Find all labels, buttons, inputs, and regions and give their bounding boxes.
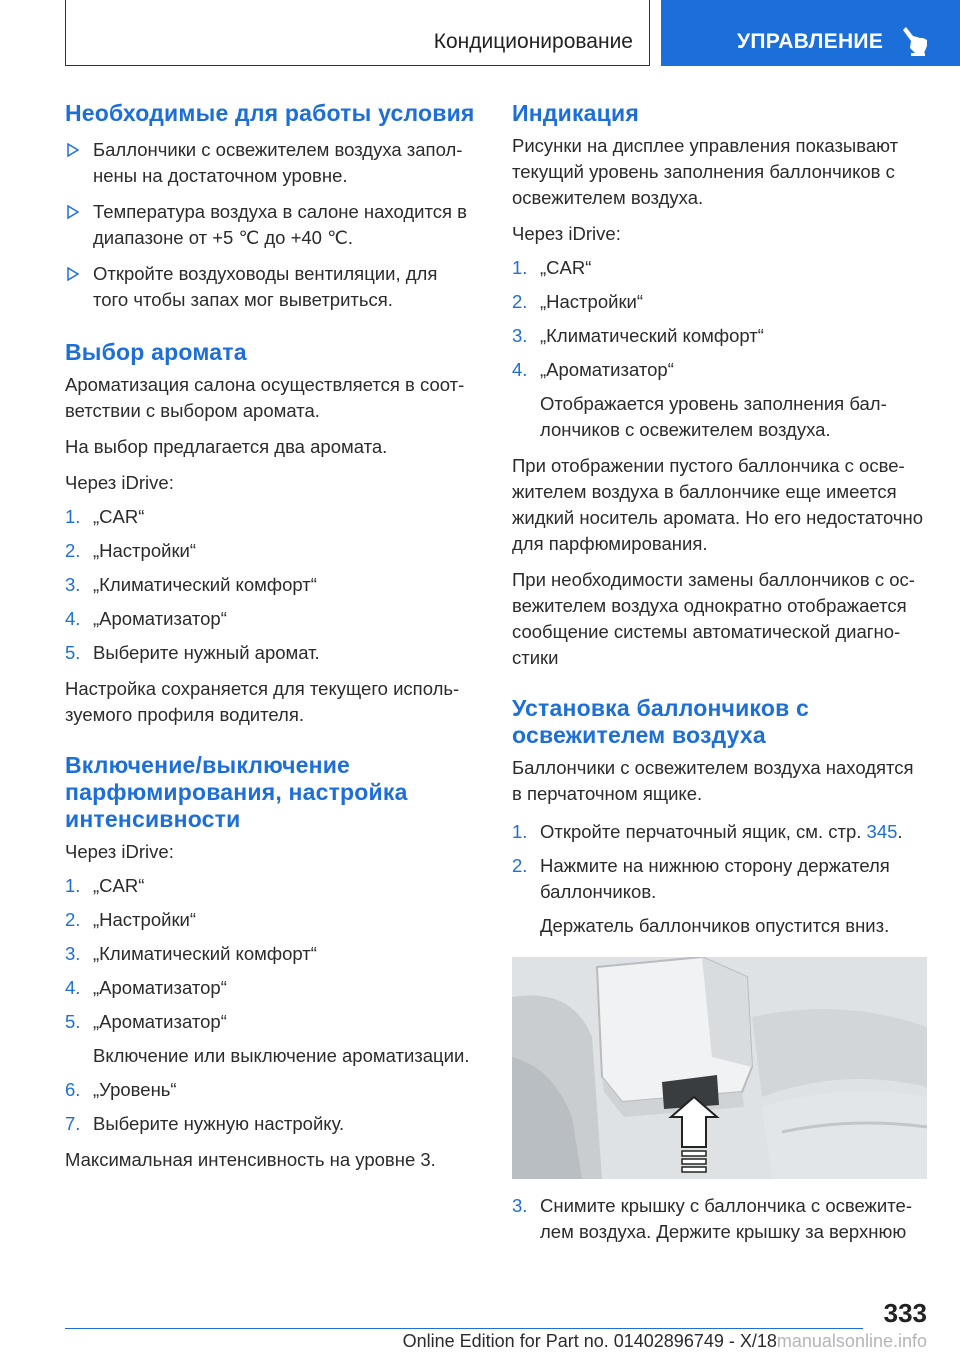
- list-item: Откройте воздуховоды вентиляции, для того чтобы запах мог выветриться.: [65, 261, 477, 313]
- chapter-title: УПРАВЛЕНИЕ: [737, 30, 884, 53]
- hand-pointer-icon: [897, 26, 931, 56]
- left-column: [65, 100, 477, 1173]
- list-item: 3. „Климатический комфорт“: [65, 943, 317, 964]
- list-item: 7. Выберите нужную настройку.: [65, 1113, 345, 1134]
- page-footer: [403, 1331, 927, 1352]
- list-item: 3. „Климатический комфорт“: [65, 574, 317, 595]
- install-para: Баллончики с освежителем воздуха находятся в перчаточном ящике.: [512, 757, 914, 804]
- watermark: manualsonline.info: [776, 1331, 927, 1351]
- triangle-bullet-icon: [67, 205, 79, 219]
- list-item: 3. Снимите крышку с баллончика с освежителем воздуха. Держите крышку за верхнюю: [512, 1195, 912, 1242]
- section-title: Кондиционирование: [433, 30, 633, 53]
- list-item: Температура воздуха в салоне находится в диапазоне от +5 ℃ до +40 ℃.: [65, 199, 477, 251]
- list-item: 1. „CAR“: [512, 257, 592, 278]
- list-item: 2. Нажмите на нижнюю сторону держателя баллончиков. Держатель баллончиков опустится вниз.: [512, 855, 890, 936]
- list-item: 4. „Ароматизатор“ Отображается уровень заполнения баллончиков с освежителем воздуха.: [512, 359, 887, 440]
- list-item: 5. Выберите нужный аромат.: [65, 642, 320, 663]
- list-item: Баллончики с освежителем воздуха заполнены на достаточном уровне.: [65, 137, 477, 189]
- selection-para: Через iDrive:: [65, 472, 174, 493]
- chapter-tab: [661, 0, 960, 66]
- intensity-para: Через iDrive:: [65, 841, 174, 862]
- list-item: 2. „Настройки“: [65, 909, 197, 930]
- page-number: 333: [883, 1298, 927, 1328]
- list-item: 6. „Уровень“: [65, 1079, 177, 1100]
- selection-para: Ароматизация салона осуществляется в соответствии с выбором аромата.: [65, 374, 465, 421]
- selection-heading: Выбор аромата: [65, 339, 247, 365]
- indication-para: При необходимости замены баллончиков с освежителем воздуха однократно отображается сообщение системы автоматической диагностики: [512, 569, 915, 668]
- indication-steps: [512, 255, 927, 443]
- glovebox-illustration: [512, 957, 927, 1179]
- install-steps: [512, 819, 927, 939]
- intensity-heading: Включение/выключение парфюмирования, настройка интенсивности: [65, 752, 408, 832]
- install-heading: Установка баллончиков с освежителем воздуха: [512, 695, 810, 748]
- indication-para: Рисунки на дисплее управления показывают текущий уровень заполнения баллончиков с освежителем воздуха.: [512, 135, 899, 208]
- triangle-bullet-icon: [67, 143, 79, 157]
- indication-para: Через iDrive:: [512, 223, 621, 244]
- list-item: 1. Откройте перчаточный ящик, см. стр. 345.: [512, 821, 903, 842]
- list-item: 4. „Ароматизатор“: [65, 608, 227, 629]
- section-tab: [65, 0, 650, 66]
- list-item: 2. „Настройки“: [512, 291, 644, 312]
- footer-divider: [65, 1328, 863, 1329]
- list-item: 1. „CAR“: [65, 875, 145, 896]
- indication-heading: Индикация: [512, 100, 639, 126]
- triangle-bullet-icon: [67, 267, 79, 281]
- conditions-heading: Необходимые для работы условия: [65, 100, 475, 126]
- install-steps-cont: [512, 1193, 927, 1245]
- conditions-list: [65, 137, 477, 313]
- list-item: 3. „Климатический комфорт“: [512, 325, 764, 346]
- right-column: [512, 100, 927, 1245]
- intensity-steps: [65, 873, 477, 1137]
- list-item: 1. „CAR“: [65, 506, 145, 527]
- list-item: 4. „Ароматизатор“: [65, 977, 227, 998]
- glovebox-photo: [512, 957, 927, 1179]
- page-link[interactable]: 345: [866, 821, 898, 842]
- selection-para: На выбор предлагается два аромата.: [65, 436, 388, 457]
- intensity-para: Максимальная интенсивность на уровне 3.: [65, 1149, 436, 1170]
- indication-para: При отображении пустого баллончика с освежителем воздуха в баллончике еще имеется жидкий носитель аромата. Но его недостаточно для парфюмирования.: [512, 455, 924, 554]
- selection-para: Настройка сохраняется для текущего используемого профиля водителя.: [65, 678, 460, 725]
- list-item: 5. „Ароматизатор“ Включение или выключение ароматизации.: [65, 1011, 470, 1066]
- selection-steps: [65, 504, 477, 666]
- edition-text: Online Edition for Part no. 01402896749 - X/18: [402, 1331, 777, 1351]
- page-header: [65, 0, 960, 66]
- list-item: 2. „Настройки“: [65, 540, 197, 561]
